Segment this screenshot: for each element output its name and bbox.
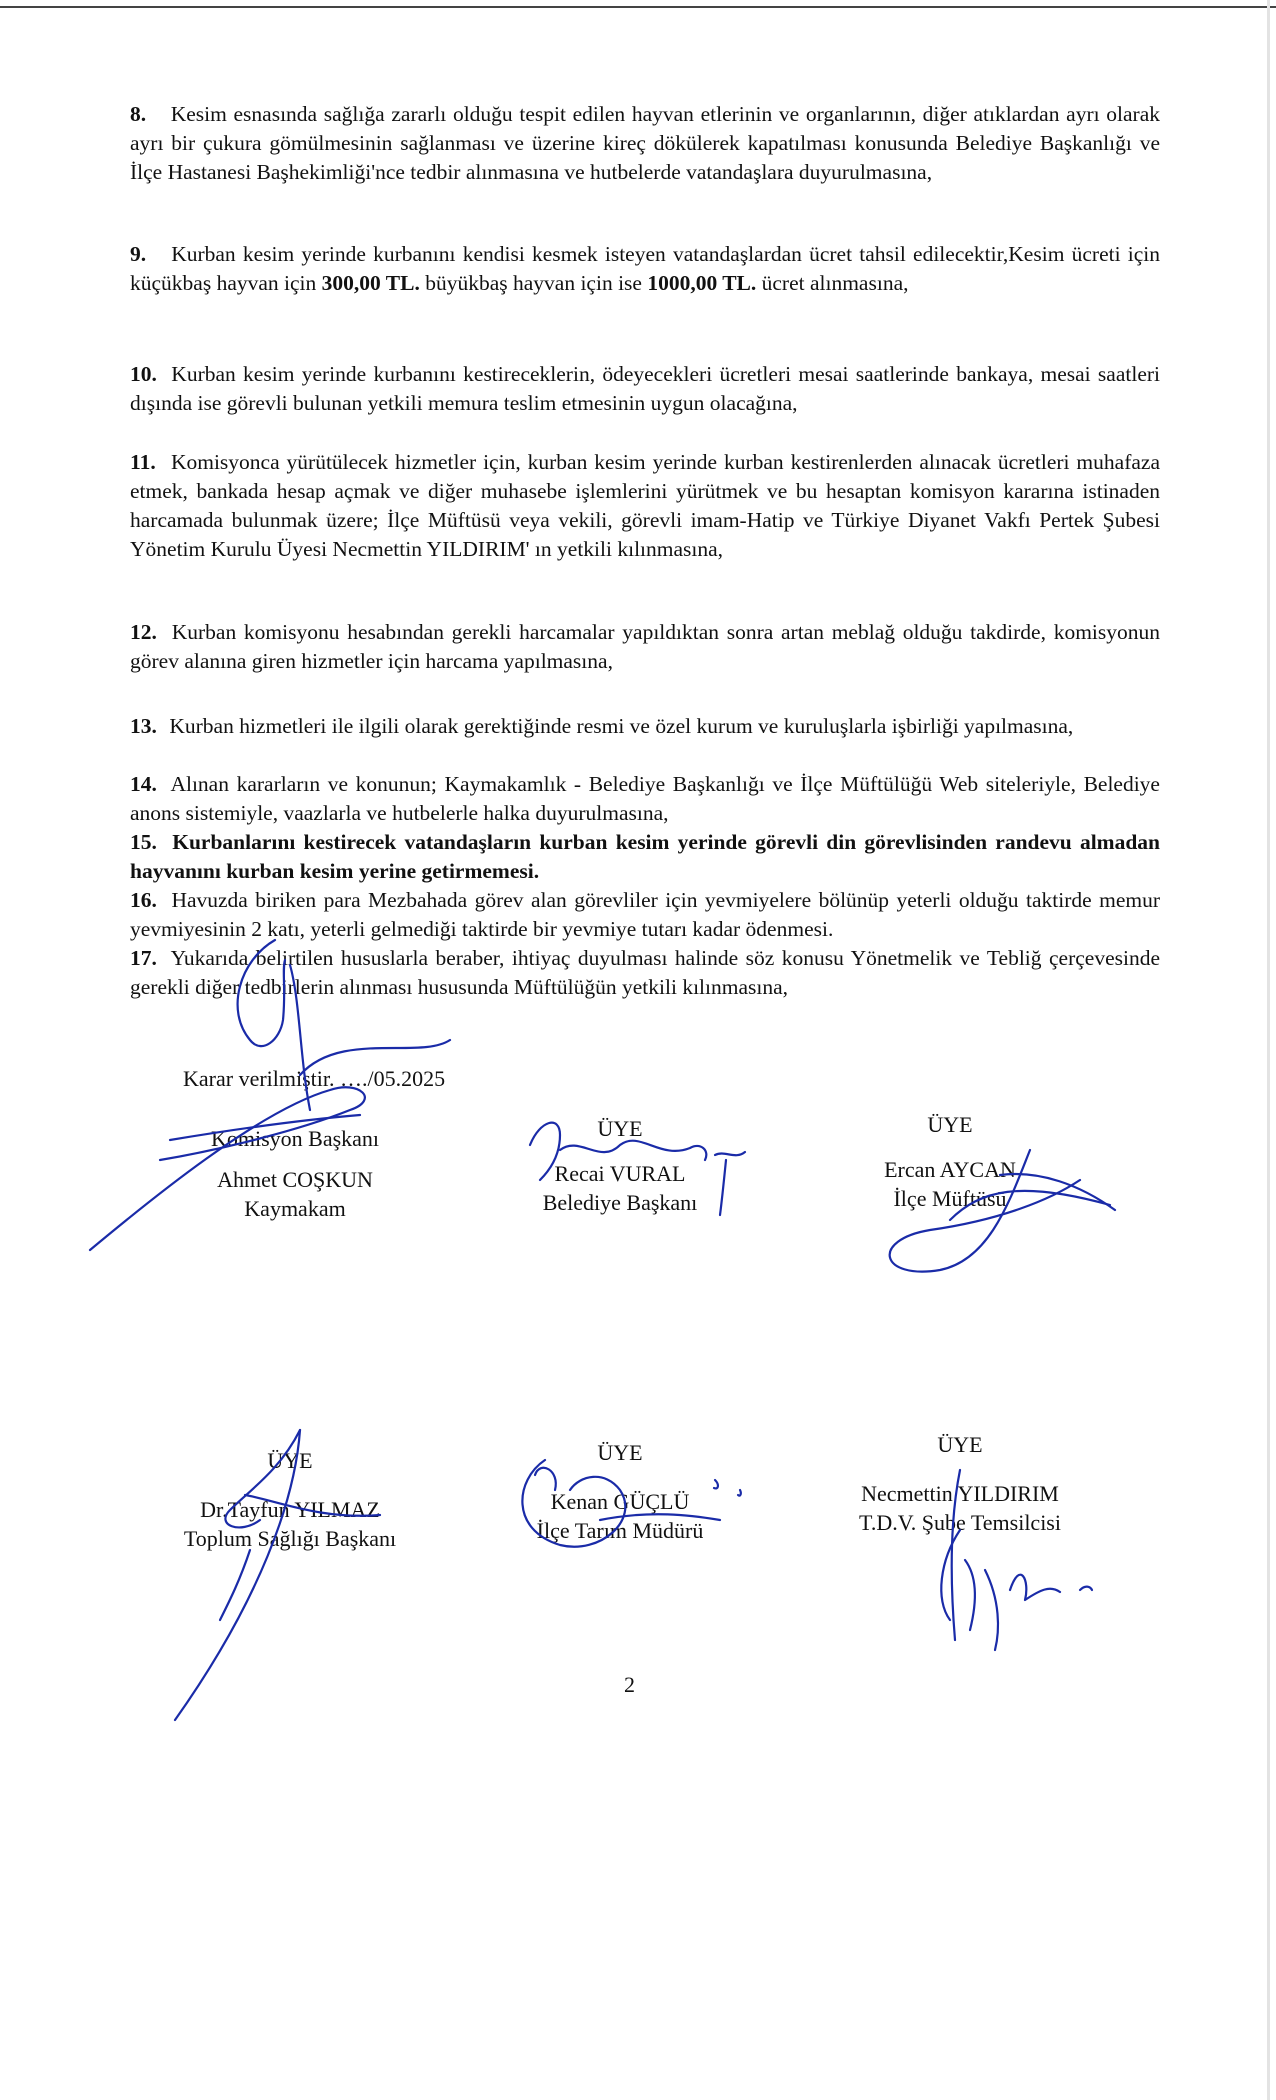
item-number: 10.: [130, 362, 157, 386]
item-text: Havuzda biriken para Mezbahada görev alan görevliler için yevmiyelere bölünüp yeterli olduğu taktirde memur yevmiyesinin 2 katı, yeterli gelmediği taktirde bir yevmiye tutarı kadar ödenmesi.: [130, 888, 1160, 941]
signer-heading: ÜYE: [267, 1448, 313, 1473]
signer-heading: ÜYE: [937, 1432, 983, 1457]
signer-role: Komisyon Başkanı: [210, 1126, 380, 1151]
item-number: 11.: [130, 450, 156, 474]
signature-mufti: [830, 1110, 1070, 1213]
item-text: Alınan kararların ve konunun; Kaymakamlık - Belediye Başkanlığı ve İlçe Müftülüğü Web siteleriyle, Belediye anons sistemiyle, vaazlarla ve hutbelerle halka duyurulmasına,: [130, 772, 1160, 825]
signer-title: Kaymakam: [244, 1196, 346, 1221]
signer-title: Toplum Sağlığı Başkanı: [183, 1526, 397, 1551]
item-14: [130, 770, 1160, 828]
item-text: büyükbaş hayvan için ise: [419, 271, 648, 295]
signer-heading: ÜYE: [597, 1440, 643, 1465]
item-text: Komisyonca yürütülecek hizmetler için, kurban kesim yerinde kurban kestirenlerden alınacak ücretleri muhafaza etmek, bankada hesap açmak ve diğer muhasebe işlemlerini yürütmek ve bu hesaptan komisyon kararına istinaden harcamada bulunmak üzere; İlçe Müftüsü veya vekili, görevli imam-Hatip ve Türkiye Diyanet Vakfı Pertek Şubesi Yönetim Kurulu Üyesi Necmettin YILDIRIM' ın yetkili kılınmasına,: [130, 450, 1160, 561]
item-text: Kurban komisyonu hesabından gerekli harcamalar yapıldıktan sonra artan meblağ olduğu takdirde, komisyonun görev alanına giren hizmetler için harcama yapılmasına,: [130, 620, 1161, 673]
item-text: Kurbanlarını kestirecek vatandaşların kurban kesim yerinde görevli din görevlisinden randevu almadan hayvanını kurban kesim yerine getirmemesi.: [130, 830, 1161, 883]
item-text: Yukarıda belirtilen hususlarla beraber, ihtiyaç duyulması halinde söz konusu Yönetmelik ve Tebliğ çerçevesinde gerekli diğer tedbirlerin alınması hususunda Müftülüğün yetkili kılınmasına,: [130, 946, 1160, 999]
item-11: [130, 448, 1160, 564]
item-text: ücret alınmasına,: [756, 271, 909, 295]
signer-name: Necmettin YILDIRIM: [861, 1481, 1059, 1506]
signer-heading: ÜYE: [927, 1112, 973, 1137]
signer-name: Recai VURAL: [554, 1161, 686, 1186]
item-13: [130, 712, 1160, 741]
signer-name: Kenan GÜÇLÜ: [550, 1489, 690, 1514]
signer-name: Dr.Tayfun YILMAZ: [200, 1497, 380, 1522]
item-number: 14.: [130, 772, 157, 796]
item-17: [130, 944, 1160, 1002]
decision-line: Karar verilmiştir. …./05.2025: [183, 1066, 446, 1091]
signer-name: Ahmet COŞKUN: [217, 1167, 373, 1192]
signer-title: İlçe Tarım Müdürü: [536, 1518, 704, 1543]
item-number: 17.: [130, 946, 157, 970]
item-16: [130, 886, 1160, 944]
signer-title: İlçe Müftüsü: [893, 1186, 1007, 1211]
item-number: 12.: [130, 620, 157, 644]
item-number: 8.: [130, 102, 147, 126]
signer-heading: ÜYE: [597, 1116, 643, 1141]
item-text: Kurban hizmetleri ile ilgili olarak gerektiğinde resmi ve özel kurum ve kuruluşlarla işbirliği yapılmasına,: [169, 714, 1074, 738]
item-number: 15.: [130, 830, 157, 854]
item-12: [130, 618, 1160, 676]
item-text: Kurban kesim yerinde kurbanını kestireceklerin, ödeyecekleri ücretleri mesai saatlerinde bankaya, mesai saatleri dışında ise görevli bulunan yetkili memura teslim etmesinin uygun olacağına,: [130, 362, 1161, 415]
item-number: 16.: [130, 888, 157, 912]
item-number: 13.: [130, 714, 157, 738]
signature-mayor: [500, 1114, 740, 1217]
item-15: [130, 828, 1160, 886]
signature-chair: [165, 1124, 425, 1223]
signer-title: T.D.V. Şube Temsilcisi: [859, 1510, 1061, 1535]
signer-name: Ercan AYCAN: [884, 1157, 1016, 1182]
signer-title: Belediye Başkanı: [542, 1190, 698, 1215]
item-10: [130, 360, 1160, 418]
item-text: Kesim esnasında sağlığa zararlı olduğu tespit edilen hayvan etlerinin ve organlarının, diğer atıklardan ayrı olarak ayrı bir çukura gömülmesinin sağlanması ve üzerine kireç dökülerek kapatılması konusunda Belediye Başkanlığı ve İlçe Hastanesi Başhekimliği'nce tedbir alınmasına ve hutbelerde vatandaşlara duyurulmasına,: [130, 102, 1160, 184]
signature-health: [160, 1446, 420, 1553]
item-8: [130, 100, 1160, 187]
item-9: [130, 240, 1160, 298]
large-animal-fee: 1000,00 TL.: [647, 271, 757, 295]
page-number: 2: [624, 1672, 635, 1697]
signature-agri: [500, 1438, 740, 1545]
small-animal-fee: 300,00 TL.: [321, 271, 420, 295]
signature-tdv: [830, 1430, 1090, 1537]
item-number: 9.: [130, 242, 147, 266]
item-text: Kurban kesim yerinde kurbanını kendisi kesmek isteyen vatandaşlardan ücret tahsil edilecektir,Kesim ücreti için küçükbaş hayvan için: [130, 242, 1160, 295]
